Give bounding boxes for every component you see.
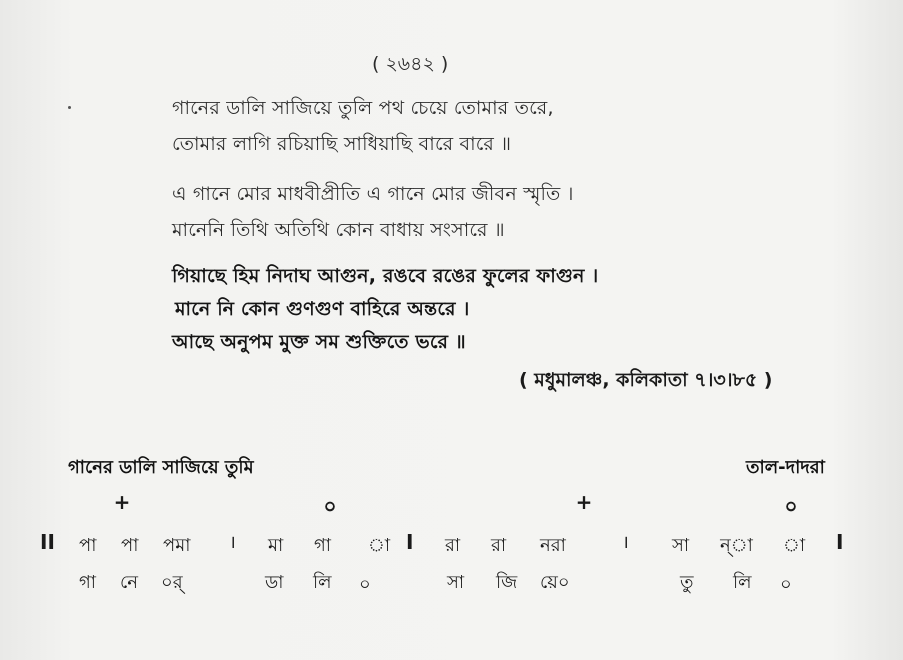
beat-divider: । — [622, 532, 629, 553]
swara-note: রা — [491, 535, 507, 556]
syllable: গা — [79, 572, 97, 593]
beat-mark-3: + — [575, 490, 593, 514]
tala-label: তাল-দাদরা — [746, 457, 825, 478]
syllable: লি — [313, 572, 332, 593]
bar-line: I — [406, 530, 414, 554]
lyric-line-1: গানের ডালি সাজিয়ে তুলি পথ চেয়ে তোমার তরে, — [172, 97, 554, 119]
beat-divider: । — [229, 532, 236, 553]
start-bar-line: II — [40, 530, 55, 554]
syllable: সা — [447, 572, 465, 593]
ink-speck — [68, 106, 71, 109]
lyric-line-6: মানে নি কোন গুণগুণ বাহিরে অন্তরে । — [175, 298, 470, 320]
attribution: ( মধুমালঞ্চ, কলিকাতা ৭।৩।৮৫ ) — [519, 369, 773, 391]
syllable: ০ — [359, 574, 371, 595]
syllable: জি — [496, 572, 518, 593]
swara-note: রা — [445, 535, 461, 556]
syllable: য়ে০ — [540, 572, 570, 593]
swara-note: পা — [121, 535, 139, 556]
lyric-line-7: আছে অনুপম মুক্ত সম শুক্তিতে ভরে ॥ — [172, 331, 466, 353]
syllable: ০ — [780, 574, 792, 595]
syllable: লি — [733, 572, 752, 593]
swara-note: মা — [268, 535, 284, 556]
swara-note: পা — [79, 535, 97, 556]
syllable: ডা — [265, 572, 284, 593]
syllable: নে — [120, 572, 139, 593]
swara-note: নরা — [540, 535, 566, 556]
lyric-line-5: গিয়াছে হিম নিদাঘ আগুন, রঙবে রঙের ফুলের ফাগুন । — [172, 265, 599, 287]
beat-mark-1: + — [113, 490, 131, 514]
swara-note: ন্া — [720, 535, 753, 556]
end-bar-line: I — [836, 530, 844, 554]
notation-song-title: গানের ডালি সাজিয়ে তুমি — [68, 457, 254, 478]
syllable: ০র্ — [161, 572, 183, 593]
swara-note: া — [783, 535, 806, 556]
swara-note: সা — [672, 535, 690, 556]
lyric-line-4: মানেনি তিথি অতিথি কোন বাধায় সংসারে ॥ — [172, 219, 505, 241]
lyric-line-2: তোমার লাগি রচিয়াছি সাধিয়াছি বারে বারে ॥ — [172, 133, 512, 155]
beat-mark-4: ০ — [784, 494, 798, 518]
swara-note: গা — [314, 535, 332, 556]
song-number: ( ২৬৪২ ) — [372, 53, 449, 75]
swara-note: া — [368, 535, 391, 556]
beat-mark-2: ০ — [323, 494, 337, 518]
lyric-line-3: এ গানে মোর মাধবীপ্রীতি এ গানে মোর জীবন স্মৃতি । — [172, 183, 574, 205]
swara-note: পমা — [163, 535, 191, 556]
syllable: তু — [680, 572, 694, 593]
